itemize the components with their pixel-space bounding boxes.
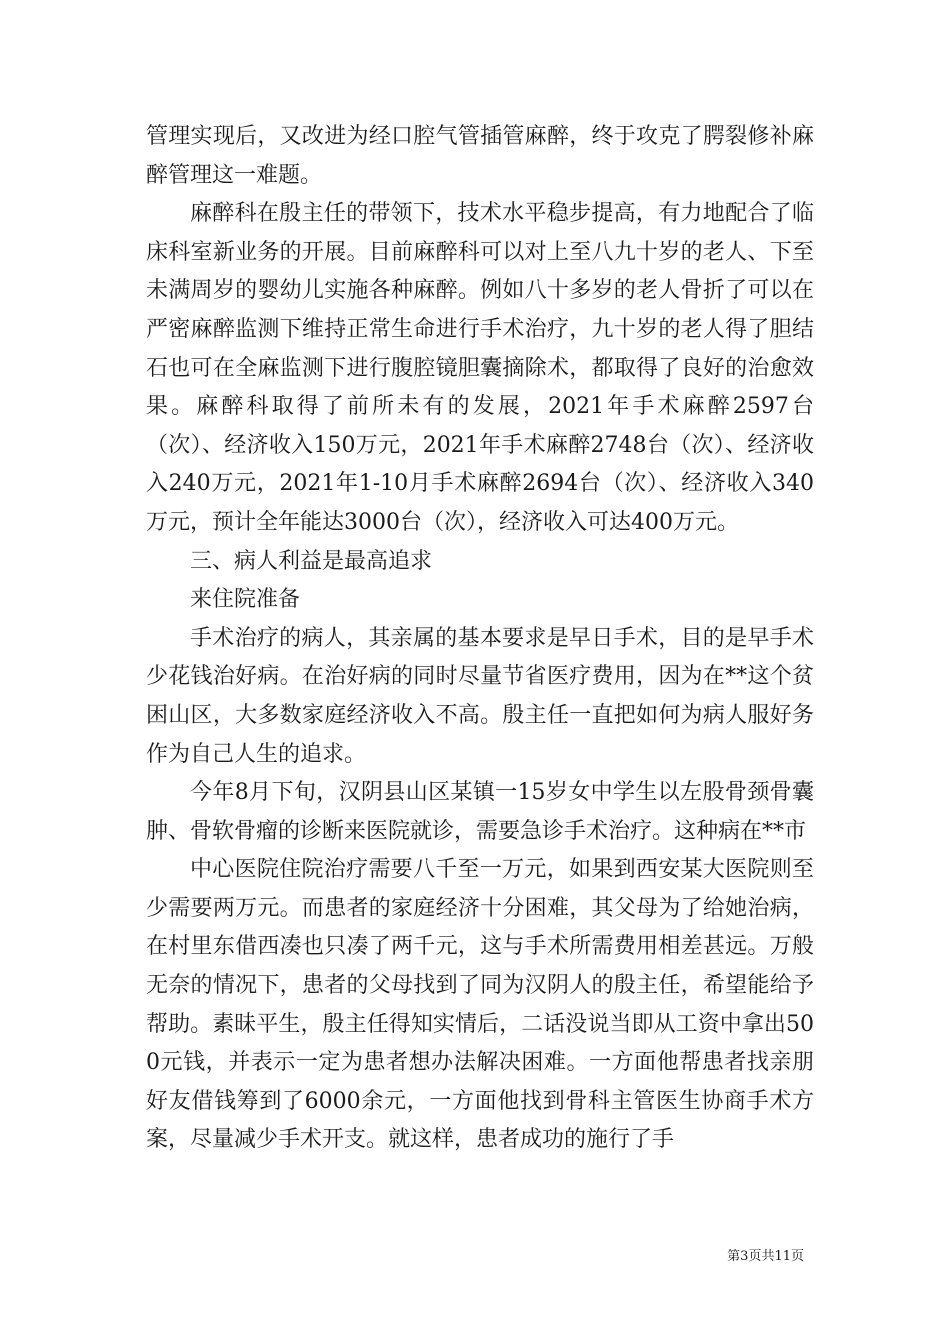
paragraph-1: 管理实现后，又改进为经口腔气管插管麻醉，终于攻克了腭裂修补麻醉管理这一难题。	[146, 124, 814, 188]
paragraph-2: 麻醉科在殷主任的带领下，技术水平稳步提高，有力地配合了临床科室新业务的开展。目前麻醉科可以对上至八九十岁的老人、下至未满周岁的婴幼儿实施各种麻醉。例如八十多岁的老人骨折了可以在严密麻醉监测下维持正常生命进行手术治疗，九十岁的老人得了胆结石也可在全麻监测下进行腹腔镜胆囊摘除术，都取得了良好的治愈效果。麻醉科取得了前所未有的发展，2021年手术麻醉2597台（次）、经济收入150万元，2021年手术麻醉2748台（次）、经济收入240万元，2021年1-10月手术麻醉2694台（次）、经济收入340万元，预计全年能达3000台（次），经济收入可达400万元。	[146, 201, 814, 535]
paragraph-4: 今年8月下旬，汉阴县山区某镇一15岁女中学生以左股骨颈骨囊肿、骨软骨瘤的诊断来医院就诊，需要急诊手术治疗。这种病在**市	[146, 780, 814, 844]
paragraph-5: 中心医院住院治疗需要八千至一万元，如果到西安某大医院则至少需要两万元。而患者的家庭经济十分困难，其父母为了给她治病，在村里东借西凑也只凑了两千元，这与手术所需费用相差甚远。万般无奈的情况下，患者的父母找到了同为汉阴人的殷主任，希望能给予帮助。素昧平生，殷主任得知实情后，二话没说当即从工资中拿出500元钱，并表示一定为患者想办法解决困难。一方面他帮患者找亲朋好友借钱筹到了6000余元，一方面他找到骨科主管医生协商手术方案，尽量减少手术开支。就这样，患者成功的施行了手	[146, 857, 814, 1153]
page-number: 第3页共11页	[727, 1249, 804, 1264]
subheading: 来住院准备	[190, 587, 301, 613]
body-text	[146, 118, 814, 1160]
paragraph-3: 手术治疗的病人，其亲属的基本要求是早日手术，目的是早手术少花钱治好病。在治好病的同时尽量节省医疗费用，因为在**这个贫困山区，大多数家庭经济收入不高。殷主任一直把如何为病人服好务作为自己人生的追求。	[146, 625, 814, 767]
section-heading: 三、病人利益是最高追求	[190, 548, 433, 574]
